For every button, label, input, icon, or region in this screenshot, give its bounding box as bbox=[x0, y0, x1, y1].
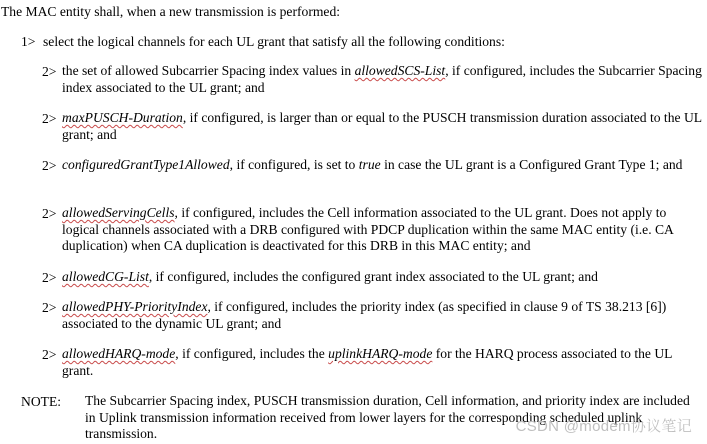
condition-4-term: allowedServingCells bbox=[62, 205, 175, 220]
note-label: NOTE: bbox=[21, 394, 62, 409]
condition-7-text bbox=[62, 346, 702, 379]
condition-6-term: allowedPHY-PriorityIndex bbox=[62, 299, 208, 314]
condition-2-marker: 2> bbox=[42, 111, 57, 126]
note-text: The Subcarrier Spacing index, PUSCH transmission duration, Cell information, and priority index are included in Uplink transmission information received from lower layers for the corresponding scheduled uplink transmission. bbox=[85, 393, 690, 441]
condition-1-marker: 2> bbox=[42, 64, 57, 79]
condition-2-text bbox=[62, 110, 702, 143]
condition-1-term: allowedSCS-List bbox=[354, 63, 446, 78]
intro-text: The MAC entity shall, when a new transmission is performed: bbox=[1, 4, 341, 19]
condition-7-mid: , if configured, includes the bbox=[175, 346, 329, 361]
condition-7-term2: uplinkHARQ-mode bbox=[328, 346, 433, 361]
condition-3-marker: 2> bbox=[42, 158, 57, 173]
condition-2-term: maxPUSCH-Duration bbox=[62, 110, 183, 125]
condition-1-post: , if configured, includes the Subcarrier Spacing index associated to the UL grant; and bbox=[62, 63, 702, 95]
condition-3-mid: , if configured, is set to bbox=[229, 157, 359, 172]
condition-5-marker: 2> bbox=[42, 270, 57, 285]
condition-7-post: for the HARQ process associated to the UL grant. bbox=[62, 346, 672, 378]
condition-4-post: , if configured, includes the Cell information associated to the UL grant. Does not apply to logical channels associated with a DRB configured with PDCP duplication within the same MAC entity (i.e. CA duplication) when CA duplication is deactivated for this DRB in this MAC entity; and bbox=[62, 205, 674, 253]
condition-6-marker: 2> bbox=[42, 300, 57, 315]
condition-3-post: in case the UL grant is a Configured Grant Type 1; and bbox=[380, 157, 683, 172]
watermark: CSDN @modem协议笔记 bbox=[515, 418, 692, 435]
condition-6-post: , if configured, includes the priority index (as specified in clause 9 of TS 38.213 [6]) associated to the dynamic UL grant; and bbox=[62, 299, 667, 331]
condition-4-text bbox=[62, 205, 702, 255]
condition-3-text bbox=[62, 157, 702, 174]
condition-7-term: allowedHARQ-mode bbox=[62, 346, 176, 361]
level1-marker: 1> bbox=[21, 34, 36, 49]
condition-3-term: configuredGrantType1Allowed bbox=[62, 157, 230, 172]
condition-5-post: , if configured, includes the configured grant index associated to the UL grant; and bbox=[148, 269, 598, 284]
condition-2-post: , if configured, is larger than or equal to the PUSCH transmission duration associated to the UL grant; and bbox=[62, 110, 702, 142]
condition-1-pre: the set of allowed Subcarrier Spacing index values in bbox=[62, 63, 355, 78]
condition-7-marker: 2> bbox=[42, 347, 57, 362]
condition-5-text bbox=[62, 269, 702, 286]
condition-3-term2: true bbox=[358, 157, 381, 172]
condition-6-text bbox=[62, 299, 702, 332]
condition-5-term: allowedCG-List bbox=[62, 269, 149, 284]
condition-4-marker: 2> bbox=[42, 206, 57, 221]
condition-1-text bbox=[62, 63, 702, 96]
level1-text: select the logical channels for each UL grant that satisfy all the following conditions: bbox=[43, 34, 505, 49]
